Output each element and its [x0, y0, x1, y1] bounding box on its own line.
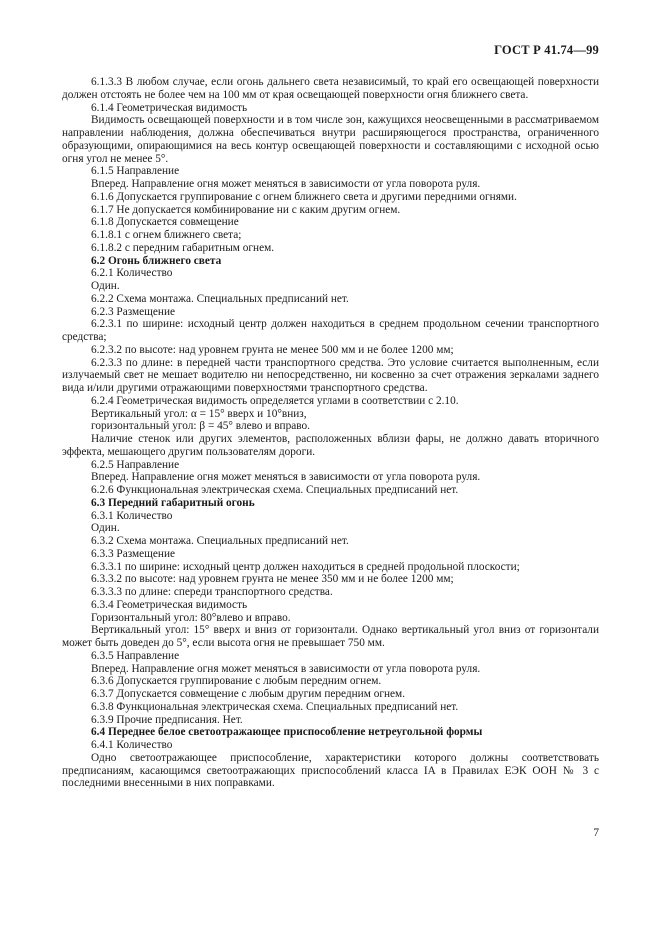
paragraph: 6.2.4 Геометрическая видимость определяется углами в соответствии с 2.10. — [91, 394, 459, 407]
paragraph: 6.1.8.1 с огнем ближнего света; — [91, 229, 242, 241]
paragraph: Один. — [91, 280, 120, 292]
section-heading: 6.3 Передний габаритный огонь — [91, 496, 255, 509]
paragraph: 6.3.3 Размещение — [91, 547, 175, 560]
paragraph: 6.1.7 Не допускается комбинирование ни с каким другим огнем. — [91, 203, 401, 216]
paragraph: 6.1.4 Геометрическая видимость — [91, 101, 248, 114]
paragraph: Вперед. Направление огня может меняться в зависимости от угла поворота руля. — [91, 471, 481, 484]
paragraph: 6.3.9 Прочие предписания. Нет. — [91, 713, 243, 726]
paragraph: горизонтальный угол: β = 45° влево и вправо. — [91, 420, 310, 433]
paragraph: 6.3.3.1 по ширине: исходный центр должен находиться в средней продольной плоскости; — [91, 560, 520, 573]
paragraph: 6.3.3.3 по длине: спереди транспортного средства. — [91, 586, 333, 598]
paragraph: 6.2.3 Размещение — [91, 305, 175, 318]
paragraph: Одно светоотражающее приспособление, характеристики которого должны соответствовать предписаниям, касающимся светоотражающих приспособлений класса IA в Правилах ЕЭК ООН № 3 с последними внесенными в них поправками. — [62, 751, 599, 790]
paragraph: Один. — [91, 522, 120, 535]
paragraph: 6.2.6 Функциональная электрическая схема. Специальных предписаний нет. — [91, 484, 459, 496]
paragraph: Вертикальный угол: 15° вверх и вниз от горизонтали. Однако вертикальный угол вниз от горизонтали может быть доведен до 5°, если высота огня не превышает 750 мм. — [62, 624, 599, 649]
paragraph: 6.2.3.2 по высоте: над уровнем грунта не менее 500 мм и не более 1200 мм; — [91, 343, 454, 356]
paragraph: Горизонтальный угол: 80°влево и вправо. — [91, 611, 291, 624]
page-number: 7 — [593, 827, 599, 839]
paragraph: 6.3.1 Количество — [91, 509, 173, 522]
paragraph: 6.1.3.3 В любом случае, если огонь дальнего света независимый, то край его освещающей поверхности должен отстоять не более чем на 100 мм от края освещающей поверхности огня ближнего света. — [62, 76, 599, 101]
paragraph: 6.2.5 Направление — [91, 458, 180, 471]
paragraph: 6.1.6 Допускается группирование с огнем ближнего света и другими передними огнями. — [91, 190, 517, 203]
paragraph: 6.2.3.3 по длине: в передней части транспортного средства. Это условие считается выполненным, если излучаемый свет не мешает водителю ни непосредственно, ни косвенно за счет отражения зеркалами заднего вида и/или другими отражающими поверхностями транспортного средства. — [62, 356, 599, 394]
paragraph: Видимость освещающей поверхности и в том числе зон, кажущихся неосвещенными в рассматриваемом направлении наблюдения, должна обеспечиваться внутри расширяющегося пространства, ограниченного образующими, опирающимися на весь контур освещающей поверхности и составляющими с исходной осью огня угол не менее 5°. — [62, 114, 599, 165]
paragraph: 6.1.8 Допускается совмещение — [91, 216, 239, 229]
paragraph: Вперед. Направление огня может меняться в зависимости от угла поворота руля. — [91, 662, 481, 675]
paragraph: 6.3.3.2 по высоте: над уровнем грунта не менее 350 мм и не более 1200 мм; — [91, 573, 454, 586]
paragraph: 6.2.1 Количество — [91, 267, 173, 280]
paragraph: 6.3.7 Допускается совмещение с любым другим передним огнем. — [91, 688, 406, 700]
section-heading: 6.4 Переднее белое светоотражающее приспособление нетреугольной формы — [91, 726, 483, 739]
paragraph: 6.1.5 Направление — [91, 165, 180, 178]
paragraph: 6.3.5 Направление — [91, 649, 180, 662]
paragraph: 6.3.8 Функциональная электрическая схема. Специальных предписаний нет. — [91, 700, 459, 713]
paragraph: 6.2.2 Схема монтажа. Специальных предписаний нет. — [91, 292, 349, 305]
paragraph: Вперед. Направление огня может меняться в зависимости от угла поворота руля. — [91, 178, 481, 190]
document-body — [62, 76, 599, 790]
paragraph: 6.4.1 Количество — [91, 739, 173, 751]
paragraph: Наличие стенок или других элементов, расположенных вблизи фары, не должно давать вторичного эффекта, мешающего другим пользователям дороги. — [62, 433, 599, 458]
paragraph: Вертикальный угол: α = 15° вверх и 10°вниз, — [91, 407, 307, 420]
paragraph: 6.2.3.1 по ширине: исходный центр должен находиться в среднем продольном сечении транспортного средства; — [62, 318, 599, 343]
paragraph: 6.1.8.2 с передним габаритным огнем. — [91, 241, 275, 254]
paragraph: 6.3.6 Допускается группирование с любым передним огнем. — [91, 675, 382, 688]
paragraph: 6.3.4 Геометрическая видимость — [91, 598, 248, 611]
section-heading: 6.2 Огонь ближнего света — [91, 254, 222, 267]
document-header: ГОСТ Р 41.74—99 — [494, 43, 599, 57]
paragraph: 6.3.2 Схема монтажа. Специальных предписаний нет. — [91, 535, 349, 547]
